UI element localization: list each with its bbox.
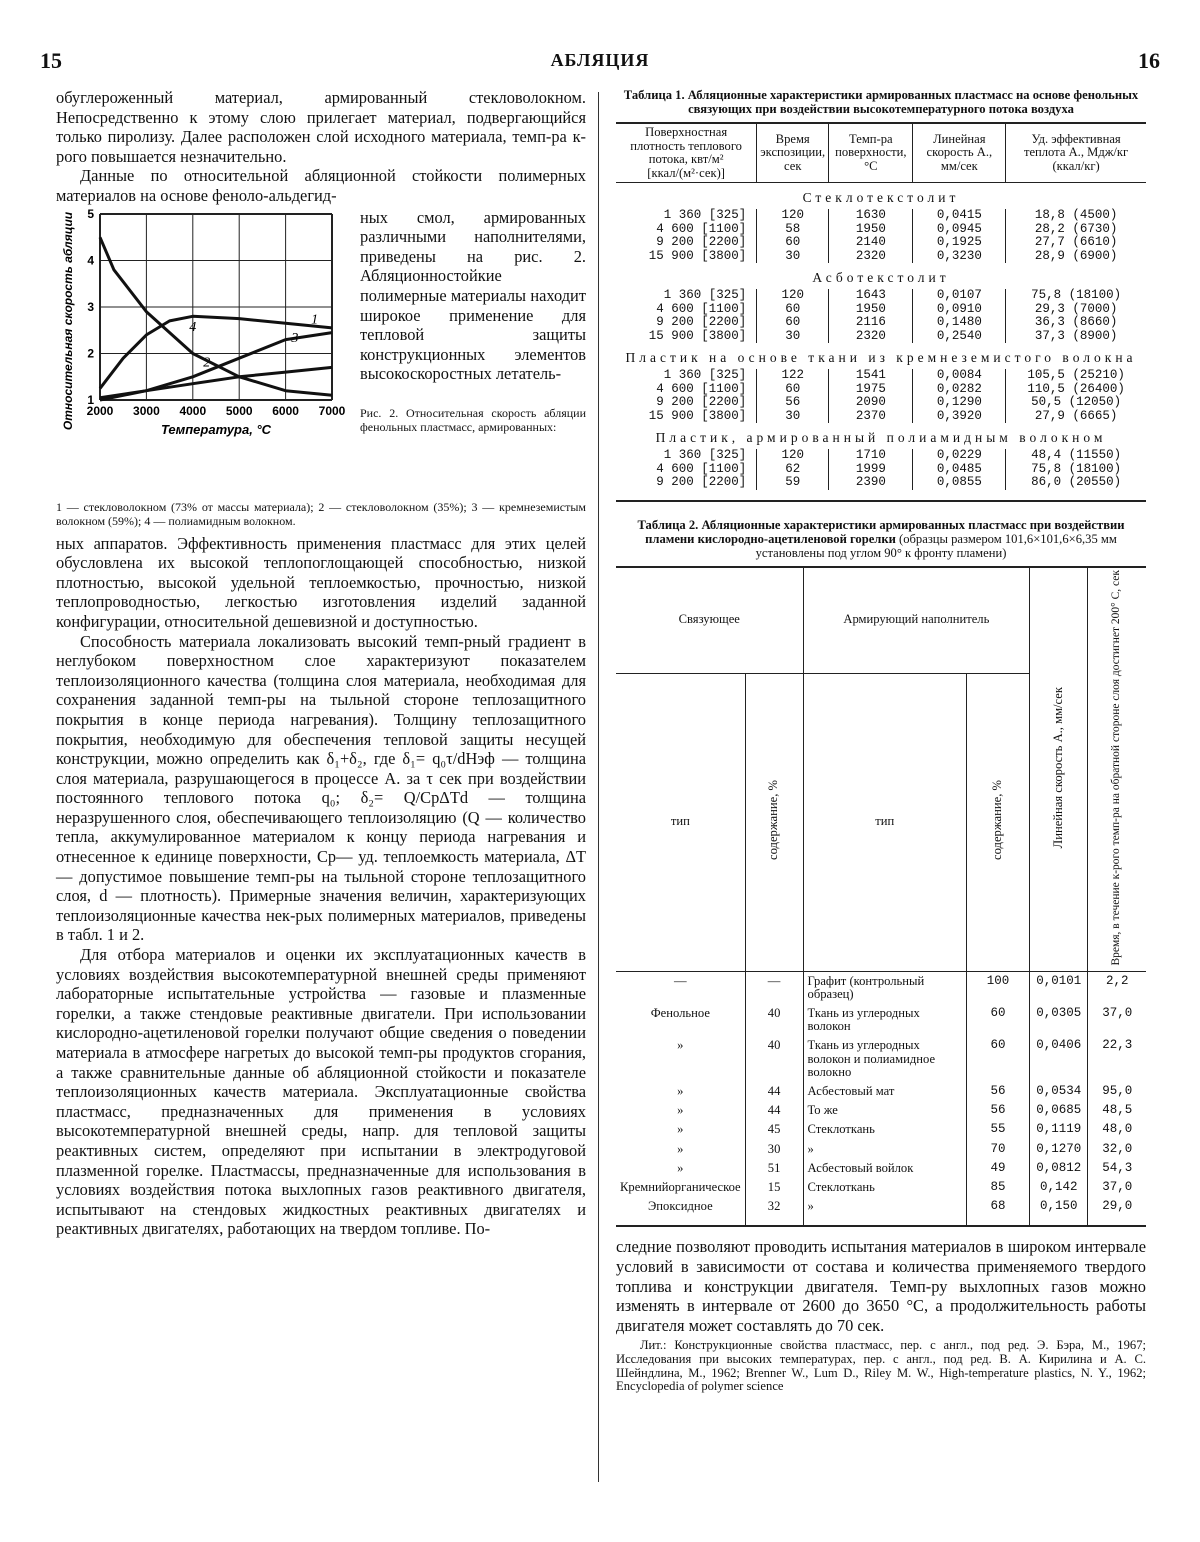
running-title: АБЛЯЦИЯ <box>550 50 650 70</box>
table-cell: 29,0 <box>1088 1197 1146 1226</box>
table-cell: 9 200 [2200] <box>656 475 747 489</box>
table-cell: 60 <box>757 316 829 330</box>
t1-group-title: Асботекстолит <box>812 270 950 285</box>
table-cell: 0,0101 <box>1030 971 1088 1004</box>
paragraph-3: ных аппаратов. Эффективность применения пластмасс для этих целей обусловлена их высокой теплопоглощающей способностью, низкой плотностью, высокой удельной теплоемкостью, прочностью, низкой теплопроводностью, легкостью изготовления изделий заданной конфигурации, относительной дешевизной и доступностью. <box>56 533 586 631</box>
series-label: 2 <box>203 355 211 371</box>
table-cell: 51 <box>745 1159 803 1178</box>
table-cell: 1630 <box>829 209 913 223</box>
table-cell: 0,0685 <box>1030 1101 1088 1120</box>
table-row <box>616 236 1146 250</box>
figure-2 <box>56 208 586 500</box>
table-cell: 0,1290 <box>913 396 1006 410</box>
table-cell: 32,0 <box>1088 1140 1146 1159</box>
table-cell: 15 900 [3800] <box>648 408 747 423</box>
table-cell: 36,3 (8660) <box>1006 316 1146 330</box>
page-number-left: 15 <box>40 48 62 73</box>
table-cell: 0,0855 <box>913 476 1006 490</box>
table-cell: 0,0282 <box>913 383 1006 397</box>
table-cell: Стеклоткань <box>803 1178 966 1197</box>
table-cell: 0,150 <box>1030 1197 1088 1226</box>
t2-header-time: Время, в течение к-рого темп-ра на обратной стороне слоя достигнет 200° С, сек <box>1088 567 1146 972</box>
table-cell: 22,3 <box>1088 1036 1146 1082</box>
table-cell: Эпоксидное <box>616 1197 745 1226</box>
table-cell: 15 900 [3800] <box>648 328 747 343</box>
y-tick-label: 1 <box>87 392 94 407</box>
table-row <box>616 1197 1146 1226</box>
table-cell: Ткань из углеродных волокон и полиамидное волокно <box>803 1036 966 1082</box>
table-cell: 0,0229 <box>913 449 1006 463</box>
table-cell: — <box>745 971 803 1004</box>
table-cell: 0,1925 <box>913 236 1006 250</box>
table-cell: Стеклоткань <box>803 1120 966 1139</box>
table-cell: 0,2540 <box>913 330 1006 344</box>
table-cell: 2320 <box>829 330 913 344</box>
table-cell: 40 <box>745 1004 803 1036</box>
table-cell: 1 360 [325] <box>663 208 747 222</box>
table-cell: 15 <box>745 1178 803 1197</box>
table-cell: 75,8 (18100) <box>1006 463 1146 477</box>
table-cell: 2370 <box>829 410 913 424</box>
page-number-right: 16 <box>1138 48 1160 73</box>
table-cell: 37,3 (8900) <box>1006 330 1146 344</box>
table-cell: Асбестовый войлок <box>803 1159 966 1178</box>
table-row <box>616 1120 1146 1139</box>
table-cell: 1541 <box>829 369 913 383</box>
table-cell: 110,5 (26400) <box>1006 383 1146 397</box>
table-cell: 60 <box>757 383 829 397</box>
x-tick-label: 2000 <box>86 403 114 418</box>
table-cell: 1950 <box>829 303 913 317</box>
table-cell: 55 <box>966 1120 1029 1139</box>
table-row <box>616 971 1146 1004</box>
t1-group-title: Пластик, армированный полиамидным волокном <box>655 430 1107 445</box>
series-label: 4 <box>189 319 197 335</box>
table-cell: 0,0945 <box>913 223 1006 237</box>
table-cell: 86,0 (20550) <box>1006 476 1146 490</box>
figure-legend: 1 — стекловолокном (73% от массы материала); 2 — стекловолокном (35%); 3 — кремнеземистым волокном (59%); 4 — полиамидным волокном. <box>56 499 586 528</box>
table-cell: 0,0084 <box>913 369 1006 383</box>
series-label: 1 <box>311 311 319 327</box>
x-tick-label: 5000 <box>225 403 253 418</box>
table-cell: 44 <box>745 1101 803 1120</box>
table-cell: Кремнийорганическое <box>620 1179 741 1194</box>
y-tick-label: 2 <box>87 346 94 361</box>
table-cell: 1975 <box>829 383 913 397</box>
table-cell: 120 <box>757 449 829 463</box>
t2-header-type: тип <box>616 673 745 971</box>
table-row <box>616 383 1146 397</box>
table-row <box>616 1178 1146 1197</box>
table-cell: Фенольное <box>650 1005 710 1020</box>
table-row <box>616 330 1146 344</box>
table-row <box>616 209 1146 223</box>
table-cell: 2090 <box>829 396 913 410</box>
literature: Лит.: Конструкционные свойства пластмасс, пер. с англ., под ред. Э. Бэра, М., 1967; Исследования при высоких температурах, пер. с англ., под ред. В. А. Кирилина и А. С. Шейндлина, М., 1962; Brenner W., Lum D., Riley M. W., High-temperature plastics, N. Y., 1962; Encyclopedia of polymer science <box>616 1338 1146 1394</box>
t1-group-title: Пластик на основе ткани из кремнеземистого волокна <box>625 350 1137 365</box>
table-cell: 4 600 [1100] <box>656 221 747 236</box>
table-1 <box>616 122 1146 502</box>
table-cell: 85 <box>966 1178 1029 1197</box>
table-cell: 120 <box>757 289 829 303</box>
table-cell: Асбестовый мат <box>803 1082 966 1101</box>
table2-body <box>616 971 1146 1226</box>
t1-header-flux: Поверхностная плотность теплового потока, квт/м² [ккал/(м²·сек)] <box>616 123 757 183</box>
t2-header-speed: Линейная скорость А., мм/сек <box>1030 567 1088 972</box>
table-cell: » <box>677 1160 684 1175</box>
table-cell: 37,0 <box>1088 1178 1146 1197</box>
figure-caption: Рис. 2. Относительная скорость абляции фенольных пластмасс, армированных: <box>360 405 586 434</box>
table-cell: 95,0 <box>1088 1082 1146 1101</box>
paragraph-4: Способность материала локализовать высокий темп-рный градиент в неглубоком поверхностном слое характеризуют показателем теплоизоляционного качества (толщина слоя материала, необходимая для сохранения заданной темп-ры на тыльной стороне теплозащитного покрытия в конце периода нагревания). Толщину теплозащитного покрытия, необходимую для обеспечения тепловой защиты несущей конструкции, можно определить как δ₁+δ₂, где δ₁= q₀τ/dHэф — толщина слоя материала, разрушающегося в процессе А. за τ сек при воздействии постоянного теплового потока q₀; δ₂= Q/CpΔTd — толщина неразрушенного слоя, обеспечивающего теплоизоляцию (Q — количество тепла, аккумулированное материалом к концу периода нагревания и отнесенное к единице поверхности, Cp— уд. теплоемкость материала, ΔT — допустимое повышение темп-ры на тыльной стороне теплозащитного слоя, d — плотность). Примерные значения величин, характеризующих теплоизоляционные качества нек-рых полимерных материалов, приведены в табл. 1 и 2. <box>56 631 586 945</box>
table-cell: 0,1480 <box>913 316 1006 330</box>
y-axis-label: Относительная скорость абляции <box>61 211 75 430</box>
table-cell: » <box>677 1141 684 1156</box>
table-cell: 2140 <box>829 236 913 250</box>
table-cell: 48,0 <box>1088 1120 1146 1139</box>
table-cell: 9 200 [2200] <box>656 395 747 409</box>
table-cell: 0,1119 <box>1030 1120 1088 1139</box>
t2-header-type2: тип <box>803 673 966 971</box>
table-cell: 60 <box>966 1004 1029 1036</box>
table-cell: Графит (контрольный образец) <box>803 971 966 1004</box>
series-label: 3 <box>291 330 299 346</box>
x-tick-label: 6000 <box>272 403 299 418</box>
table-cell: 15 900 [3800] <box>648 248 747 263</box>
table-cell: 0,142 <box>1030 1178 1088 1197</box>
t1-group-title: Стеклотекстолит <box>802 190 960 205</box>
table-cell: 1 360 [325] <box>663 368 747 382</box>
table-cell: 0,0305 <box>1030 1004 1088 1036</box>
table-row <box>616 1159 1146 1178</box>
table-row <box>616 223 1146 237</box>
table-cell: 48,5 <box>1088 1101 1146 1120</box>
table-cell: 1950 <box>829 223 913 237</box>
table-cell: 1 360 [325] <box>663 288 747 302</box>
table-cell: 62 <box>757 463 829 477</box>
table-cell: 40 <box>745 1036 803 1082</box>
table-row <box>616 303 1146 317</box>
table-cell: 0,0485 <box>913 463 1006 477</box>
table-cell: 59 <box>757 476 829 490</box>
table-cell: 0,0534 <box>1030 1082 1088 1101</box>
table-cell: 2390 <box>829 476 913 490</box>
table-cell: 0,0107 <box>913 289 1006 303</box>
table-cell: 32 <box>745 1197 803 1226</box>
left-column <box>56 88 586 1239</box>
x-tick-label: 7000 <box>318 403 346 418</box>
table-cell: 18,8 (4500) <box>1006 209 1146 223</box>
t1-header-speed: Линейная скорость А., мм/сек <box>913 123 1006 183</box>
paragraph-1: обуглероженный материал, армированный стекловолокном. Непосредственно к этому слою прилегает материал, подвергающийся только пиролизу. Далее расположен слой исходного материала, темп-ра к-рого повышается незначительно. <box>56 88 586 166</box>
table-cell: То же <box>803 1101 966 1120</box>
table-cell: 54,3 <box>1088 1159 1146 1178</box>
x-tick-label: 4000 <box>179 403 207 418</box>
table-cell: 45 <box>745 1120 803 1139</box>
t2-header-content: содержание, % <box>745 673 803 971</box>
table-cell: 100 <box>966 971 1029 1004</box>
table-cell: 27,7 (6610) <box>1006 236 1146 250</box>
table-row <box>616 476 1146 490</box>
table-cell: » <box>677 1038 684 1053</box>
table-cell: 37,0 <box>1088 1004 1146 1036</box>
table-cell: » <box>677 1103 684 1118</box>
table-cell: — <box>674 973 687 988</box>
table-cell: 9 200 [2200] <box>656 315 747 329</box>
table-row <box>616 1140 1146 1159</box>
table-row <box>616 449 1146 463</box>
table-cell: 4 600 [1100] <box>656 381 747 396</box>
x-tick-label: 3000 <box>133 403 160 418</box>
table-cell: 2320 <box>829 250 913 264</box>
table-cell: 2,2 <box>1088 971 1146 1004</box>
table-cell: 56 <box>757 396 829 410</box>
table-row <box>616 396 1146 410</box>
table-row <box>616 1004 1146 1036</box>
y-tick-label: 3 <box>87 299 94 314</box>
table-cell: 0,0406 <box>1030 1036 1088 1082</box>
table-cell: 49 <box>966 1159 1029 1178</box>
y-tick-label: 5 <box>87 207 94 221</box>
table-cell: 48,4 (11550) <box>1006 449 1146 463</box>
table-cell: 30 <box>757 250 829 264</box>
table1-body <box>616 183 1146 501</box>
y-tick-label: 4 <box>87 253 94 268</box>
table-cell: 70 <box>966 1140 1029 1159</box>
paragraph-right-end: следние позволяют проводить испытания материалов в широком интервале условий в зависимости от состава и количества применяемого твердого топлива и конструкции двигателя. Темп-ру выхлопных газов можно изменять в интервале от 2600 до 3650 °С, а продолжительность работы двигателя может составлять до 70 сек. <box>616 1237 1146 1335</box>
table-cell: 58 <box>757 223 829 237</box>
table-cell: 50,5 (12050) <box>1006 396 1146 410</box>
table-cell: Ткань из углеродных волокон <box>803 1004 966 1036</box>
table-cell: 60 <box>757 236 829 250</box>
table-cell: » <box>803 1197 966 1226</box>
table-cell: 0,3230 <box>913 250 1006 264</box>
table-cell: 9 200 [2200] <box>656 235 747 249</box>
table-row <box>616 250 1146 264</box>
table-cell: 0,0910 <box>913 303 1006 317</box>
table-cell: 60 <box>757 303 829 317</box>
table-2 <box>616 566 1146 1228</box>
t1-header-heat: Уд. эффективная теплота А., Мдж/кг (ккал/кг) <box>1006 123 1146 183</box>
table-cell: 30 <box>745 1140 803 1159</box>
table-rule <box>616 490 1146 501</box>
table-cell: 105,5 (25210) <box>1006 369 1146 383</box>
table-cell: 0,0812 <box>1030 1159 1088 1178</box>
t1-header-temp: Темп-ра поверхности, °С <box>829 123 913 183</box>
table-cell: 1710 <box>829 449 913 463</box>
table-cell: 120 <box>757 209 829 223</box>
table-cell: 4 600 [1100] <box>656 461 747 476</box>
table-cell: 28,2 (6730) <box>1006 223 1146 237</box>
table-cell: 68 <box>966 1197 1029 1226</box>
table-cell: 4 600 [1100] <box>656 301 747 316</box>
table-row <box>616 1101 1146 1120</box>
t2-header-binder: Связующее <box>616 567 803 674</box>
table-cell: 27,9 (6665) <box>1006 410 1146 424</box>
table2-caption-note: (образцы размером 101,6×101,6×6,35 мм установлены под углом 90° к фронту пламени) <box>755 531 1117 560</box>
table-cell: » <box>677 1083 684 1098</box>
table-cell: 1 360 [325] <box>663 448 747 462</box>
table-row <box>616 1036 1146 1082</box>
paragraph-5: Для отбора материалов и оценки их эксплуатационных качеств в условиях воздействия высокотемпературной внешней среды применяют лабораторные испытательные устройства — газовые и плазменные горелки, а также стендовые реактивные двигатели. При использовании кислородно-ацетиленовой горелки получают общие сведения о поведении материала в атмосфере нагретых до высокой темп-ры продуктов сгорания, а также сравнительные данные об абляционной стойкости и показателе теплоизоляционных качеств материала. Эксплуатационные свойства пластмасс, предназначенных для применения в условиях высокотемпературной внешней среды, напр. для тепловой защиты реактивных систем, определяют при испытании в электродуговой плазменной горелке. Пластмассы, предназначенные для использования в условиях воздействия потока выхлопных газов реактивного двигателя, испытывают на стендовых жидкостных реактивных двигателях и реактивных двигателях, работающих на твердом топливе. По- <box>56 945 586 1239</box>
page-header <box>40 48 1160 78</box>
table-row <box>616 316 1146 330</box>
table2-caption <box>616 518 1146 560</box>
table-cell: 56 <box>966 1101 1029 1120</box>
t2-header-content2: содержание, % <box>966 673 1029 971</box>
table-cell: 44 <box>745 1082 803 1101</box>
table-cell: 0,0415 <box>913 209 1006 223</box>
table-cell: 30 <box>757 410 829 424</box>
table-cell: 0,3920 <box>913 410 1006 424</box>
ablation-chart <box>56 208 356 500</box>
table-cell: 28,9 (6900) <box>1006 250 1146 264</box>
table-cell: 30 <box>757 330 829 344</box>
figure-side-text: ных смол, армированных различными наполнителями, приведены на рис. 2. Абляционностойкие полимерные материалы находит широкое применение для тепловой защиты конструкционных элементов высокоскоростных летатель- <box>360 207 586 384</box>
table-cell: 2116 <box>829 316 913 330</box>
t1-header-time: Время экспозиции, сек <box>757 123 829 183</box>
table-cell: 122 <box>757 369 829 383</box>
table-cell: 1999 <box>829 463 913 477</box>
table-row <box>616 369 1146 383</box>
table-cell: 0,1270 <box>1030 1140 1088 1159</box>
table-cell: 56 <box>966 1082 1029 1101</box>
table-cell: 75,8 (18100) <box>1006 289 1146 303</box>
table-cell: » <box>803 1140 966 1159</box>
table-cell: 29,3 (7000) <box>1006 303 1146 317</box>
table-cell: » <box>677 1122 684 1137</box>
series-line-1 <box>100 316 332 388</box>
t2-header-filler: Армирующий наполнитель <box>803 567 1030 674</box>
right-column <box>616 88 1146 1394</box>
table-row <box>616 410 1146 424</box>
table2-caption-bold: Таблица 2. Абляционные характеристики армированных пластмасс при воздействии пламени кислородно-ацетиленовой горелки <box>637 517 1125 546</box>
table-row <box>616 463 1146 477</box>
column-divider <box>598 92 599 1482</box>
table-cell: 60 <box>966 1036 1029 1082</box>
table-row <box>616 1082 1146 1101</box>
x-axis-label: Температура, °С <box>160 421 272 437</box>
table-cell: 1643 <box>829 289 913 303</box>
paragraph-2-top: Данные по относительной абляционной стойкости полимерных материалов на основе феноло-альдегид- <box>56 166 586 205</box>
table-row <box>616 289 1146 303</box>
table1-caption: Таблица 1. Абляционные характеристики армированных пластмасс на основе фенольных связующих при воздействии высокотемпературного потока воздуха <box>623 88 1139 116</box>
